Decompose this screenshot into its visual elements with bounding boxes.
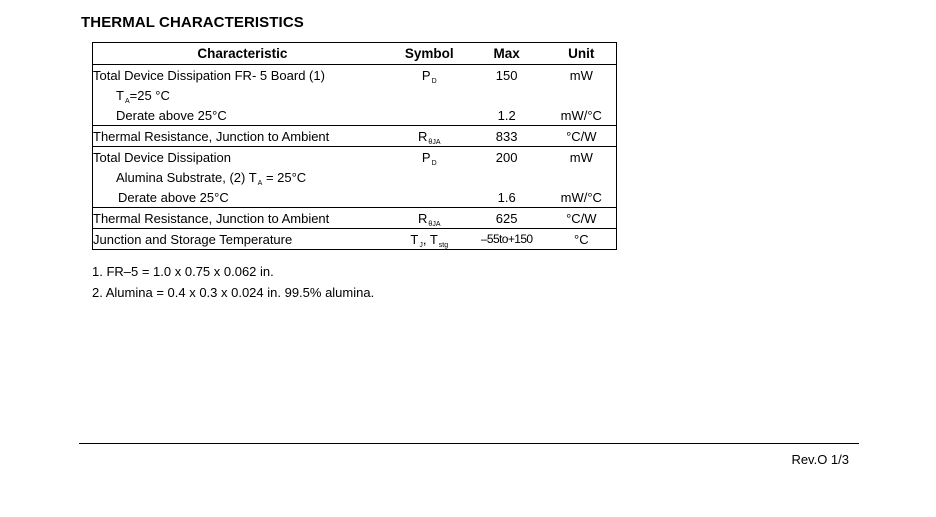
table-row [93, 208, 617, 229]
footnote-1: 1. FR–5 = 1.0 x 0.75 x 0.062 in. [92, 264, 274, 279]
row-max: 833 [467, 126, 547, 147]
row-characteristic: $T_A=25$ °C [116, 87, 170, 105]
section-title: THERMAL CHARACTERISTICS [81, 14, 304, 31]
table-row [93, 167, 617, 187]
row-unit: °C/W [547, 126, 617, 147]
footnote-2: 2. Alumina = 0.4 x 0.3 x 0.024 in. 99.5% alumina. [92, 285, 375, 300]
row-symbol [392, 85, 467, 105]
table-row [93, 229, 617, 250]
row-characteristic: Derate above 25°C [93, 187, 392, 208]
table-row [93, 147, 617, 168]
row-characteristic: Total Device Dissipation FR- 5 Board (1) [93, 67, 325, 83]
row-characteristic: Alumina Substrate, (2) $T_A = 25^\circ C$ [116, 169, 307, 187]
header-unit: Unit [547, 43, 617, 65]
table-row [93, 105, 617, 126]
row-max [467, 167, 547, 187]
row-symbol: $R_{\theta JA}$ [392, 126, 467, 147]
row-max: 200 [495, 149, 518, 165]
row-characteristic: Derate above 25°C [93, 105, 392, 126]
row-max: 1.2 [467, 105, 547, 126]
row-unit: mW/°C [547, 187, 617, 208]
table-row [93, 126, 617, 147]
page-footer-revision: Rev.O 1/3 [791, 452, 849, 467]
row-symbol [392, 187, 467, 208]
row-symbol: $R_{\theta JA}$ [392, 208, 467, 229]
row-max [467, 85, 547, 105]
row-max: 150 [495, 67, 518, 83]
row-max: –55to+150 [480, 232, 533, 246]
header-symbol: Symbol [392, 43, 467, 65]
row-symbol: $P_D$ [421, 67, 437, 85]
header-characteristic: Characteristic [93, 43, 392, 65]
row-symbol [392, 167, 467, 187]
row-unit: °C/W [547, 208, 617, 229]
row-characteristic: Total Device Dissipation [93, 149, 232, 165]
row-max: 625 [467, 208, 547, 229]
table-header-row [93, 43, 617, 65]
row-max: 1.6 [467, 187, 547, 208]
row-symbol: $P_D$ [421, 149, 437, 167]
header-max: Max [467, 43, 547, 65]
table-row [93, 187, 617, 208]
row-unit: mW [569, 149, 593, 165]
row-characteristic: Thermal Resistance, Junction to Ambient [93, 208, 392, 229]
row-unit: °C [574, 231, 589, 247]
row-unit: mW/°C [547, 105, 617, 126]
row-unit: mW [569, 67, 593, 83]
row-unit [547, 85, 617, 105]
table-row [93, 85, 617, 105]
row-symbol [392, 105, 467, 126]
row-symbol: $T_J$, $T_{stg}$ [410, 231, 449, 249]
footer-divider [79, 443, 859, 444]
row-characteristic: Junction and Storage Temperature [93, 231, 293, 247]
row-unit [547, 167, 617, 187]
row-characteristic: Thermal Resistance, Junction to Ambient [93, 126, 392, 147]
thermal-characteristics-table [92, 42, 617, 250]
table-row [93, 65, 617, 86]
